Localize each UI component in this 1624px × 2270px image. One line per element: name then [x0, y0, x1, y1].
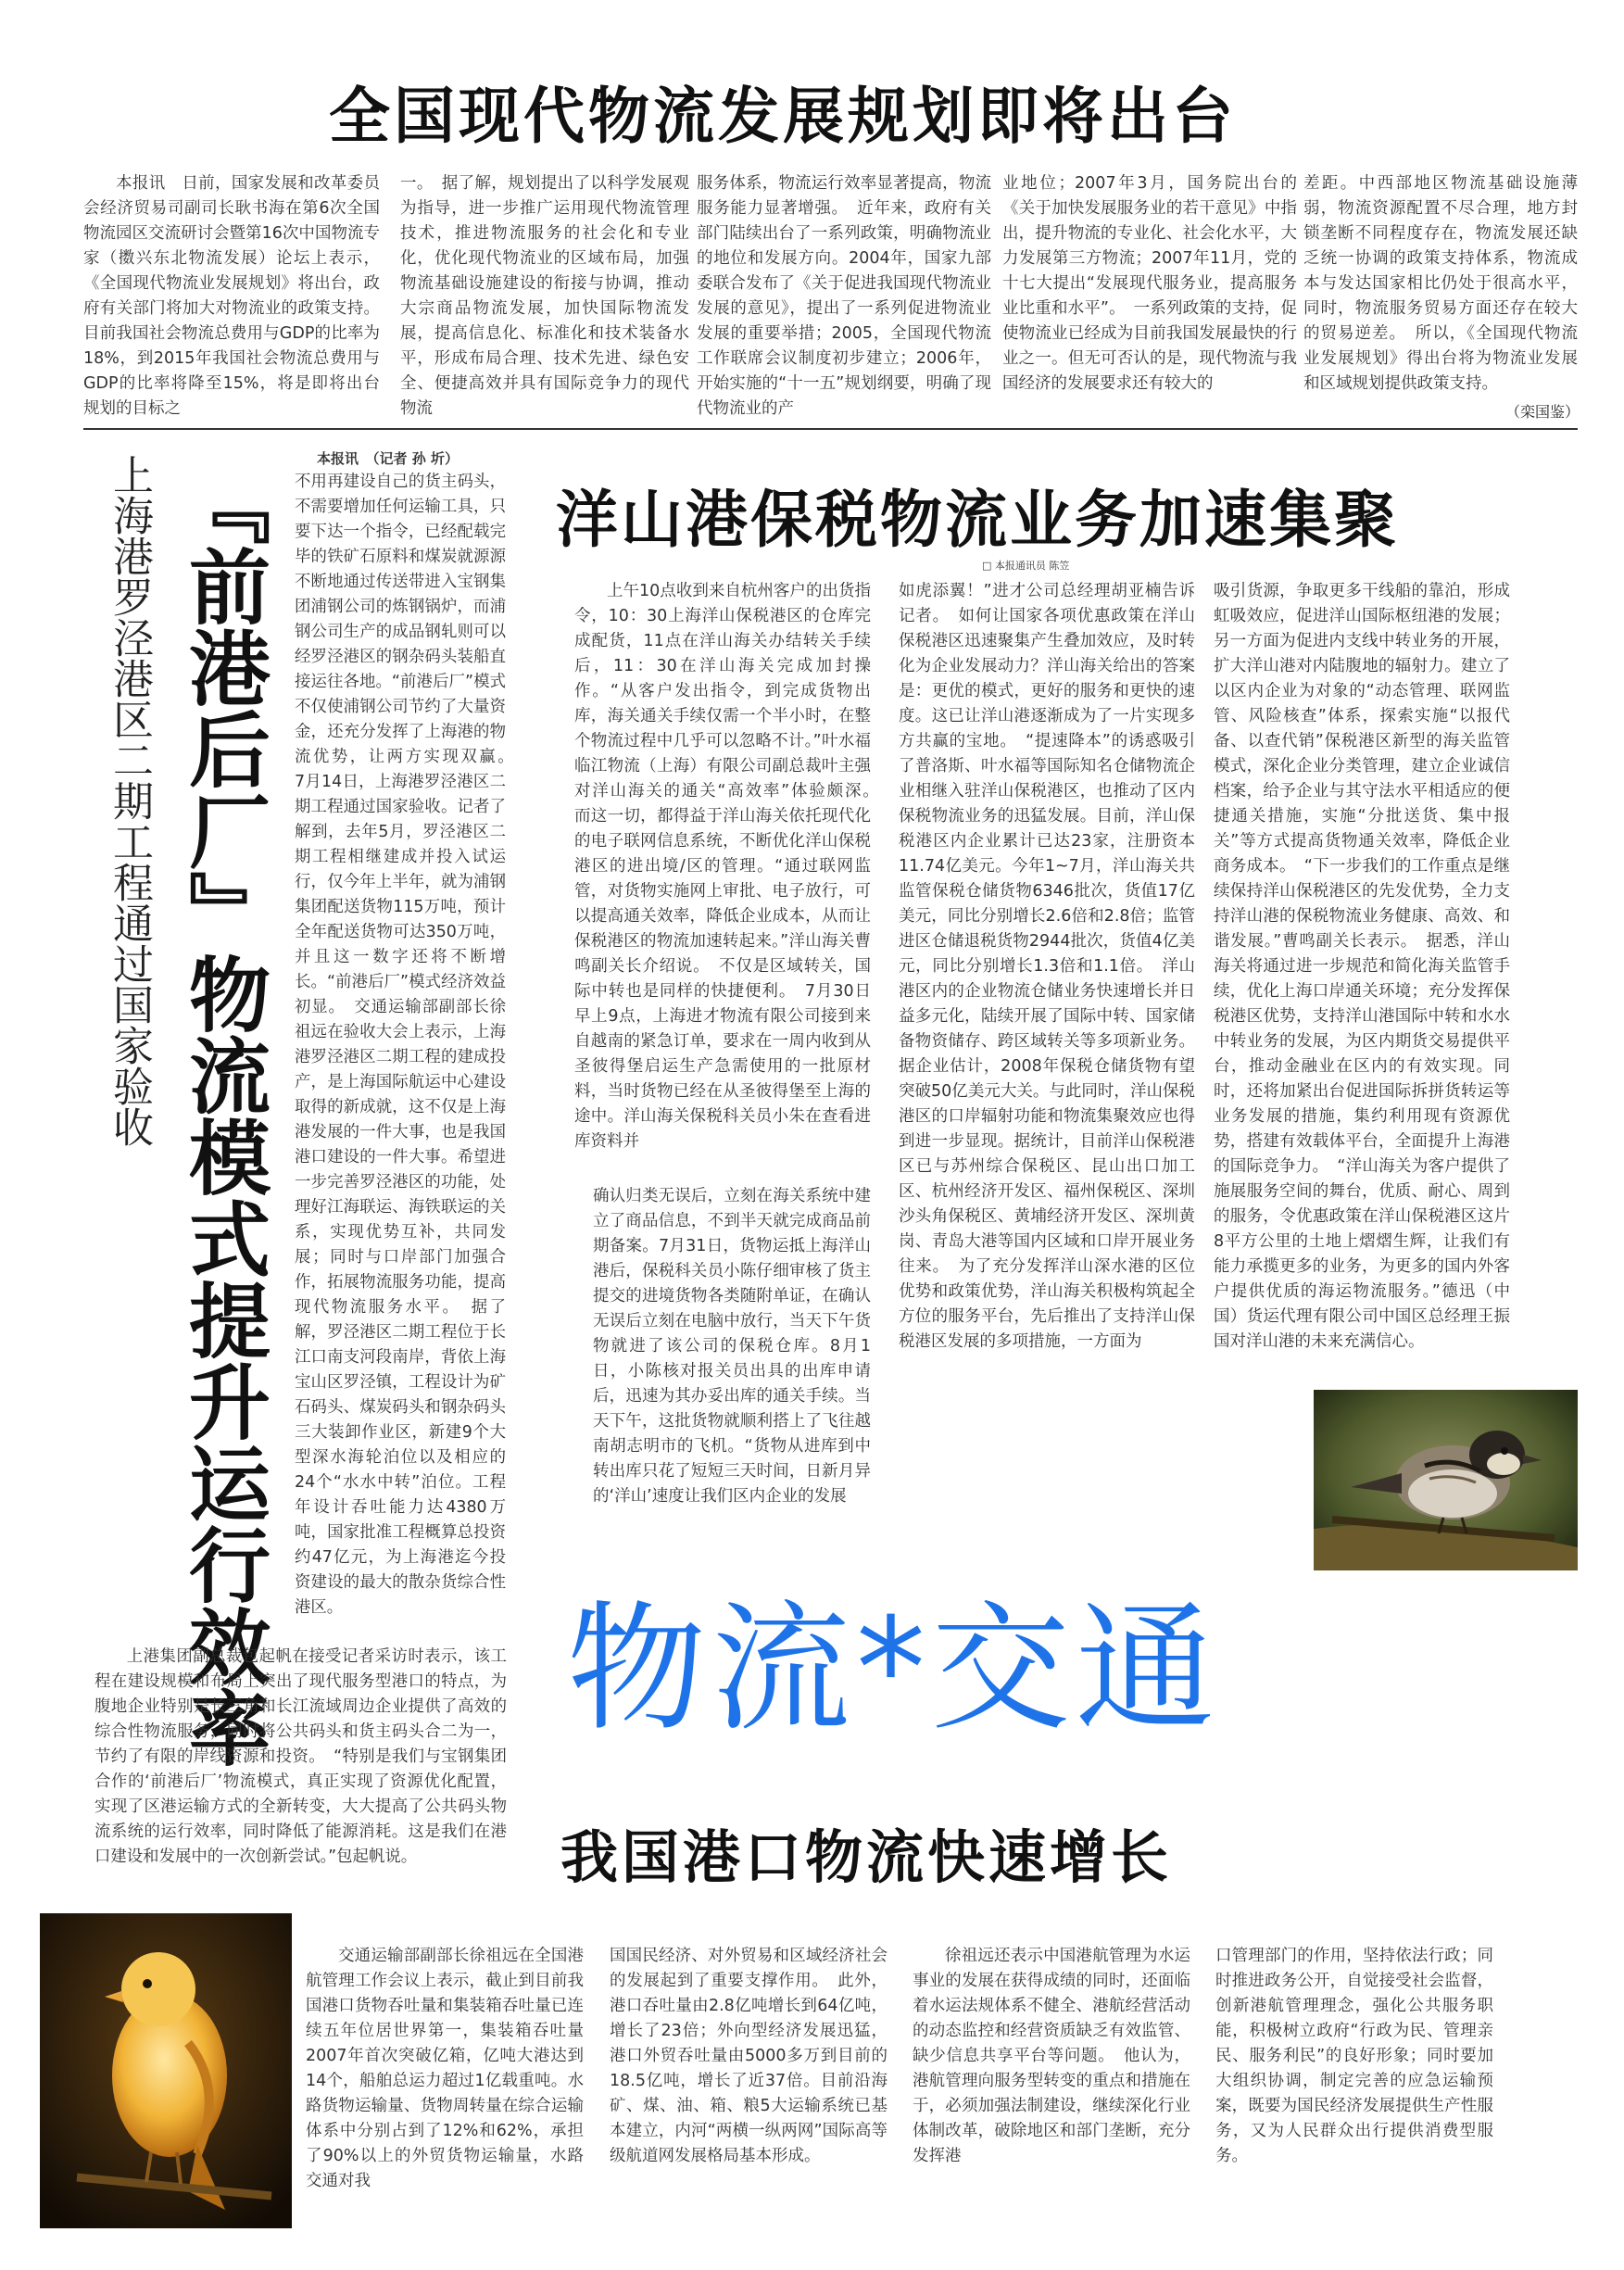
article3-col1 — [574, 579, 888, 1154]
article1-col4 — [1002, 171, 1297, 397]
article4-col2 — [610, 1944, 888, 2169]
article2-bottom-text: 上港集团副总裁包起帆在接受记者采访时表示，该工程在建设规模和布局上突出了现代服务型港口的特点，为腹地企业特别是长三角和长江流域周边企业提供了高效的综合性物流服务，同时将公共码头和货主码头合二为一，节约了有限的岸线资源和投资。 “特别是我们与宝钢集团合作的‘前港后厂’物流模式，真正实现了资源优化配置，实现了区港运输方式的全新转变，大大提高了公共码头物流系统的运行效率，同时降低了能源消耗。这是我们在港口建设和发展中的一次创新尝试。”包起帆说。 — [94, 1647, 507, 1866]
article4-col3 — [913, 1944, 1190, 2169]
article3-col1-text: 上午10点收到来自杭州客户的出货指令，10：30上海洋山保税港区的仓库完成配货，11点在洋山海关办结转关手续后，11：30在洋山海关完成加封操作。“从客户发出指令，到完成货物出库，海关通关手续仅需一个半小时，在整个物流过程中几乎可以忽略不计。”叶水福临江物流（上海）有限公司副总裁叶主强对洋山海关的通关“高效率”体验颇深。 而这一切，都得益于洋山海关依托现代化的电子联网信息系统，不断优化洋山保税港区的进出境/区的管理。“通过联网监管，对货物实施网上审批、电子放行，可以提高通关效率，降低企业成本，从而让保税港区的物流加速转起来。”洋山海关曹鸣副关长介绍说。 不仅是区域转关，国际中转也是同样的快捷便利。 7月30日早上9点，上海进才物流有限公司接到来自越南的紧急订单，要求在一周内收到从圣彼得堡启运生产急需使用的一批原材料，当时货物已经在从圣彼得堡至上海的途中。洋山海关保税科关员小朱在查看进库资料并 — [574, 582, 888, 1151]
article4-col2-text: 国国民经济、对外贸易和区域经济社会的发展起到了重要支撑作用。 此外，港口吞吐量由2.8亿吨增长到64亿吨，增长了23倍；外向型经济发展迅猛，港口外贸吞吐量由5000多万到目前的18.5亿吨，增长了近37倍。目前沿海矿、煤、油、箱、粮5大运输系统已基本建立，内河“两横一纵两网”国际高等级航道网发展格局基本形成。 — [610, 1947, 888, 2165]
sparrow-illustration — [1314, 1390, 1578, 1570]
article1-bottom-rule — [83, 428, 1578, 430]
article4-col4-text: 口管理部门的作用，坚持依法行政；同时推进政务公开，自觉接受社会监督，创新港航管理理念，强化公共服务职能，积极树立政府“行政为民、管理亲民、服务利民”的良好形象；同时要加大组织协调，制定完善的应急运输预案，既要为国民经济发展提供生产性服务，又为人民群众出行提供消费型服务。 — [1215, 1947, 1493, 2165]
article4-title: 我国港口物流快速增长 — [560, 1823, 1173, 1891]
article4-col1 — [306, 1944, 584, 2194]
article3-byline: □ 本报通讯员 陈笠 — [982, 560, 1070, 572]
article1-col2 — [400, 171, 689, 422]
article4-col3-text: 徐祖远还表示中国港航管理为水运事业的发展在获得成绩的同时，还面临着水运法规体系不健全、港航经营活动的动态监控和经营资质缺乏有效监管、缺少信息共享平台等问题。 他认为，港航管理向服务型转变的重点和措施在于，必须加强法制建设，继续深化行业体制改革，破除地区和部门垄断，充分发挥港 — [913, 1947, 1190, 2165]
article1-col1-text: 本报讯 日前，国家发展和改革委员会经济贸易司副司长耿书海在第6次全国物流园区交流研讨会暨第16次中国物流专家（擞兴东北物流发展）论坛上表示，《全国现代物流业发展规划》将出台，政府有关部门将加大对物流业的政策支持。目前我国社会物流总费用与GDP的比率为18%，到2015年我国社会物流总费用与GDP的比率将降至15%，将是即将出台规划的目标之 — [83, 174, 380, 418]
sparrow-photo — [1314, 1390, 1578, 1570]
article1-col5 — [1303, 171, 1578, 397]
article3-col3-text: 吸引货源，争取更多干线船的靠泊，形成虹吸效应，促进洋山国际枢纽港的发展；另一方面为促进内支线中转业务的开展，扩大洋山港对内陆腹地的辐射力。建立了以区内企业为对象的“动态管理、联网监管、风险核查”体系，探索实施“以报代备、以查代销”保税港区新型的海关监管模式，深化企业分类管理，建立企业诚信档案，给予企业与其守法水平相适应的便捷通关措施，实施“分批送货、集中报关”等方式提高货物通关效率，降低企业商务成本。 “下一步我们的工作重点是继续保持洋山保税港区的先发优势，全力支持洋山港的保税物流业务健康、高效、和谐发展。”曹鸣副关长表示。 据悉，洋山海关将通过进一步规范和简化海关监管手续，优化上海口岸通关环境；充分发挥保税港区优势，支持洋山港国际中转和水水中转业务的发展，为区内期货交易提供平台，推动金融业在区内的有效实现。同时，还将加紧出台促进国际拆拼货转运等业务发展的措施，集约利用现有资源优势，搭建有效载体平台，全面提升上海港的国际竞争力。 “洋山海关为客户提供了施展服务空间的舞台，优质、耐心、周到的服务，令优惠政策在洋山保税港区这片8平方公里的土地上熠熠生辉，让我们有能力承揽更多的业务，为更多的国内外客户提供优质的海运物流服务。”德迅（中国）货运代理有限公司中国区总经理王振国对洋山港的未来充满信心。 — [1214, 582, 1510, 1351]
article3-col2-text: 如虎添翼！”进才公司总经理胡亚楠告诉记者。 如何让国家各项优惠政策在洋山保税港区迅速聚集产生叠加效应，及时转化为企业发展动力？洋山海关给出的答案是：更优的模式，更好的服务和更快的速度。这已让洋山港逐渐成为了一片实现多方共赢的宝地。 “提速降本”的诱惑吸引了普洛斯、叶水福等国际知名仓储物流企业相继入驻洋山保税港区，也推动了区内保税物流业务的迅猛发展。目前，洋山保税港区内企业累计已达23家，注册资本11.74亿美元。今年1~7月，洋山海关共监管保税仓储货物6346批次，货值17亿美元，同比分别增长2.6倍和2.8倍；监管进区仓储退税货物2944批次，货值4亿美元，同比分别增长1.3倍和1.1倍。 洋山港区内的企业物流仓储业务快速增长并日益多元化，陆续开展了国际中转、国家储备物资储存、跨区域转关等多项新业务。据企业估计，2008年保税仓储货物有望突破50亿美元大关。与此同时，洋山保税港区的口岸辐射功能和物流集聚效应也得到进一步显现。据统计，目前洋山保税港区已与苏州综合保税区、昆山出口加工区、杭州经济开发区、福州保税区、深圳沙头角保税区、黄埔经济开发区、深圳黄岗、青岛大港等国内区域和口岸开展业务往来。 为了充分发挥洋山深水港的区位优势和政策优势，洋山海关积极构筑起全方位的服务平台，先后推出了支持洋山保税港区发展的多项措施，一方面为 — [899, 582, 1195, 1351]
article1-col1 — [83, 171, 380, 422]
article1-col3 — [697, 171, 991, 422]
section-title: 物流*交通 — [567, 1589, 1221, 1750]
article1-col5-text: 差距。中西部地区物流基础设施薄弱，物流资源配置不尽合理，地方封锁垄断不同程度存在，物流发展还缺乏统一协调的政策支持体系，物流成本与发达国家相比仍处于很高水平，同时，物流服务贸易方面还存在较大的贸易逆差。 所以，《全国现代物流业发展规划》得出台将为物流业发展和区域规划提供政策支持。 — [1303, 174, 1578, 393]
article3-col3 — [1214, 579, 1510, 1385]
article2-byline: 本报讯 （记者 孙 圻） — [317, 450, 459, 467]
article3-col2 — [899, 579, 1195, 1355]
article1-title: 全国现代物流发展规划即将出台 — [329, 81, 1237, 152]
article1-author: （栾国鉴） — [1505, 403, 1580, 421]
article2-subtitle: 上海港罗泾港区二期工程通过国家验收 — [106, 454, 153, 1147]
article2-title-box — [171, 463, 292, 1768]
article3-col1b — [593, 1184, 871, 1509]
article1-col2-text: 一。 据了解，规划提出了以科学发展观为指导，进一步推广运用现代物流管理技术，推进物流服务的社会化和专业化，优化现代物流业的区域布局，加强物流基础设施建设的衔接与协调，推动大宗商品物流发展，加快国际物流发展，提高信息化、标准化和技术装备水平，形成布局合理、技术先进、绿色安全、便捷高效并具有国际竞争力的现代物流 — [400, 174, 689, 418]
article1-col3-text: 服务体系，物流运行效率显著提高，物流服务能力显著增强。 近年来，政府有关部门陆续出台了一系列政策，明确物流业的地位和发展方向。2004年，国家九部委联合发布了《关于促进我国现代物流业发展的意见》，提出了一系列促进物流业发展的重要举措；2005，全国现代物流工作联席会议制度初步建立；2006年，开始实施的“十一五”规划纲要，明确了现代物流业的产 — [697, 174, 991, 418]
article3-title: 洋山港保税物流业务加速集聚 — [556, 484, 1399, 556]
article2-bottom — [94, 1645, 507, 1870]
canary-illustration — [40, 1913, 292, 2228]
canary-photo — [40, 1913, 292, 2228]
article4-col4 — [1215, 1944, 1493, 2169]
article4-col1-text: 交通运输部副部长徐祖远在全国港航管理工作会议上表示，截止到目前我国港口货物吞吐量和集装箱吞吐量已连续五年位居世界第一，集装箱吞吐量2007年首次突破亿箱，亿吨大港达到14个，船舶总运力超过1亿载重吨。水路货物运输量、货物周转量在综合运输体系中分别占到了12%和62%，承担了90%以上的外贸货物运输量，水路交通对我 — [306, 1947, 584, 2190]
article2-title: 『前港后厂』物流模式提升运行效率 — [176, 463, 271, 1768]
article2-col1 — [295, 470, 522, 1621]
article2-subtitle-box — [93, 454, 167, 1427]
article2-col1-text: 不用再建设自己的货主码头，不需要增加任何运输工具，只要下达一个指令，已经配载完毕的铁矿石原料和煤炭就源源不断地通过传送带进入宝钢集团浦钢公司的炼钢锅炉，而浦钢公司生产的成品钢轧则可以经罗泾港区的钢杂码头装船直接运往各地。“前港后厂”模式不仅使浦钢公司节约了大量资金，还充分发挥了上海港的物流优势，让两方实现双赢。 7月14日，上海港罗泾港区二期工程通过国家验收。记者了解到，去年5月，罗泾港区二期工程相继建成并投入试运行，仅今年上半年，就为浦钢集团配送货物115万吨，预计全年配送货物可达350万吨，并且这一数字还将不断增长。“前港后厂”模式经济效益初显。 交通运输部副部长徐祖远在验收大会上表示，上海港罗泾港区二期工程的建成投产，是上海国际航运中心建设取得的新成就，这不仅是上海港发展的一件大事，也是我国港口建设的一件大事。希望进一步完善罗泾港区的功能，处理好江海联运、海铁联运的关系，实现优势互补，共同发展；同时与口岸部门加强合作，拓展物流服务功能，提高现代物流服务水平。 据了解，罗泾港区二期工程位于长江口南支河段南岸，背依上海宝山区罗泾镇，工程设计为矿石码头、煤炭码头和钢杂码头三大装卸作业区，新建9个大型深水海轮泊位以及相应的24个“水水中转”泊位。工程年设计吞吐能力达4380万吨，国家批准工程概算总投资约47亿元，为上海港迄今投资建设的最大的散杂货综合性港区。 — [295, 473, 522, 1617]
article1-col4-text: 业地位；2007年3月，国务院出台的《关于加快发展服务业的若干意见》中指出，提升物流的专业化、社会化水平，大力发展第三方物流；2007年11月，党的十七大提出“发展现代服务业，提高服务业比重和水平”。 一系列政策的支持，促使物流业已经成为目前我国发展最快的行业之一。但无可否认的是，现代物流与我国经济的发展要求还有较大的 — [1002, 174, 1297, 393]
article3-col1b-text: 确认归类无误后，立刻在海关系统中建立了商品信息，不到半天就完成商品前期备案。7月31日，货物运抵上海洋山港后，保税科关员小陈仔细审核了货主提交的进境货物各类随附单证，在确认无误后立刻在电脑中放行，当天下午货物就进了该公司的保税仓库。8月1日，小陈核对报关员出具的出库申请后，迅速为其办妥出库的通关手续。当天下午，这批货物就顺利搭上了飞往越南胡志明市的飞机。“货物从进库到中转出库只花了短短三天时间，日新月异的‘洋山’速度让我们区内企业的发展 — [593, 1187, 871, 1506]
